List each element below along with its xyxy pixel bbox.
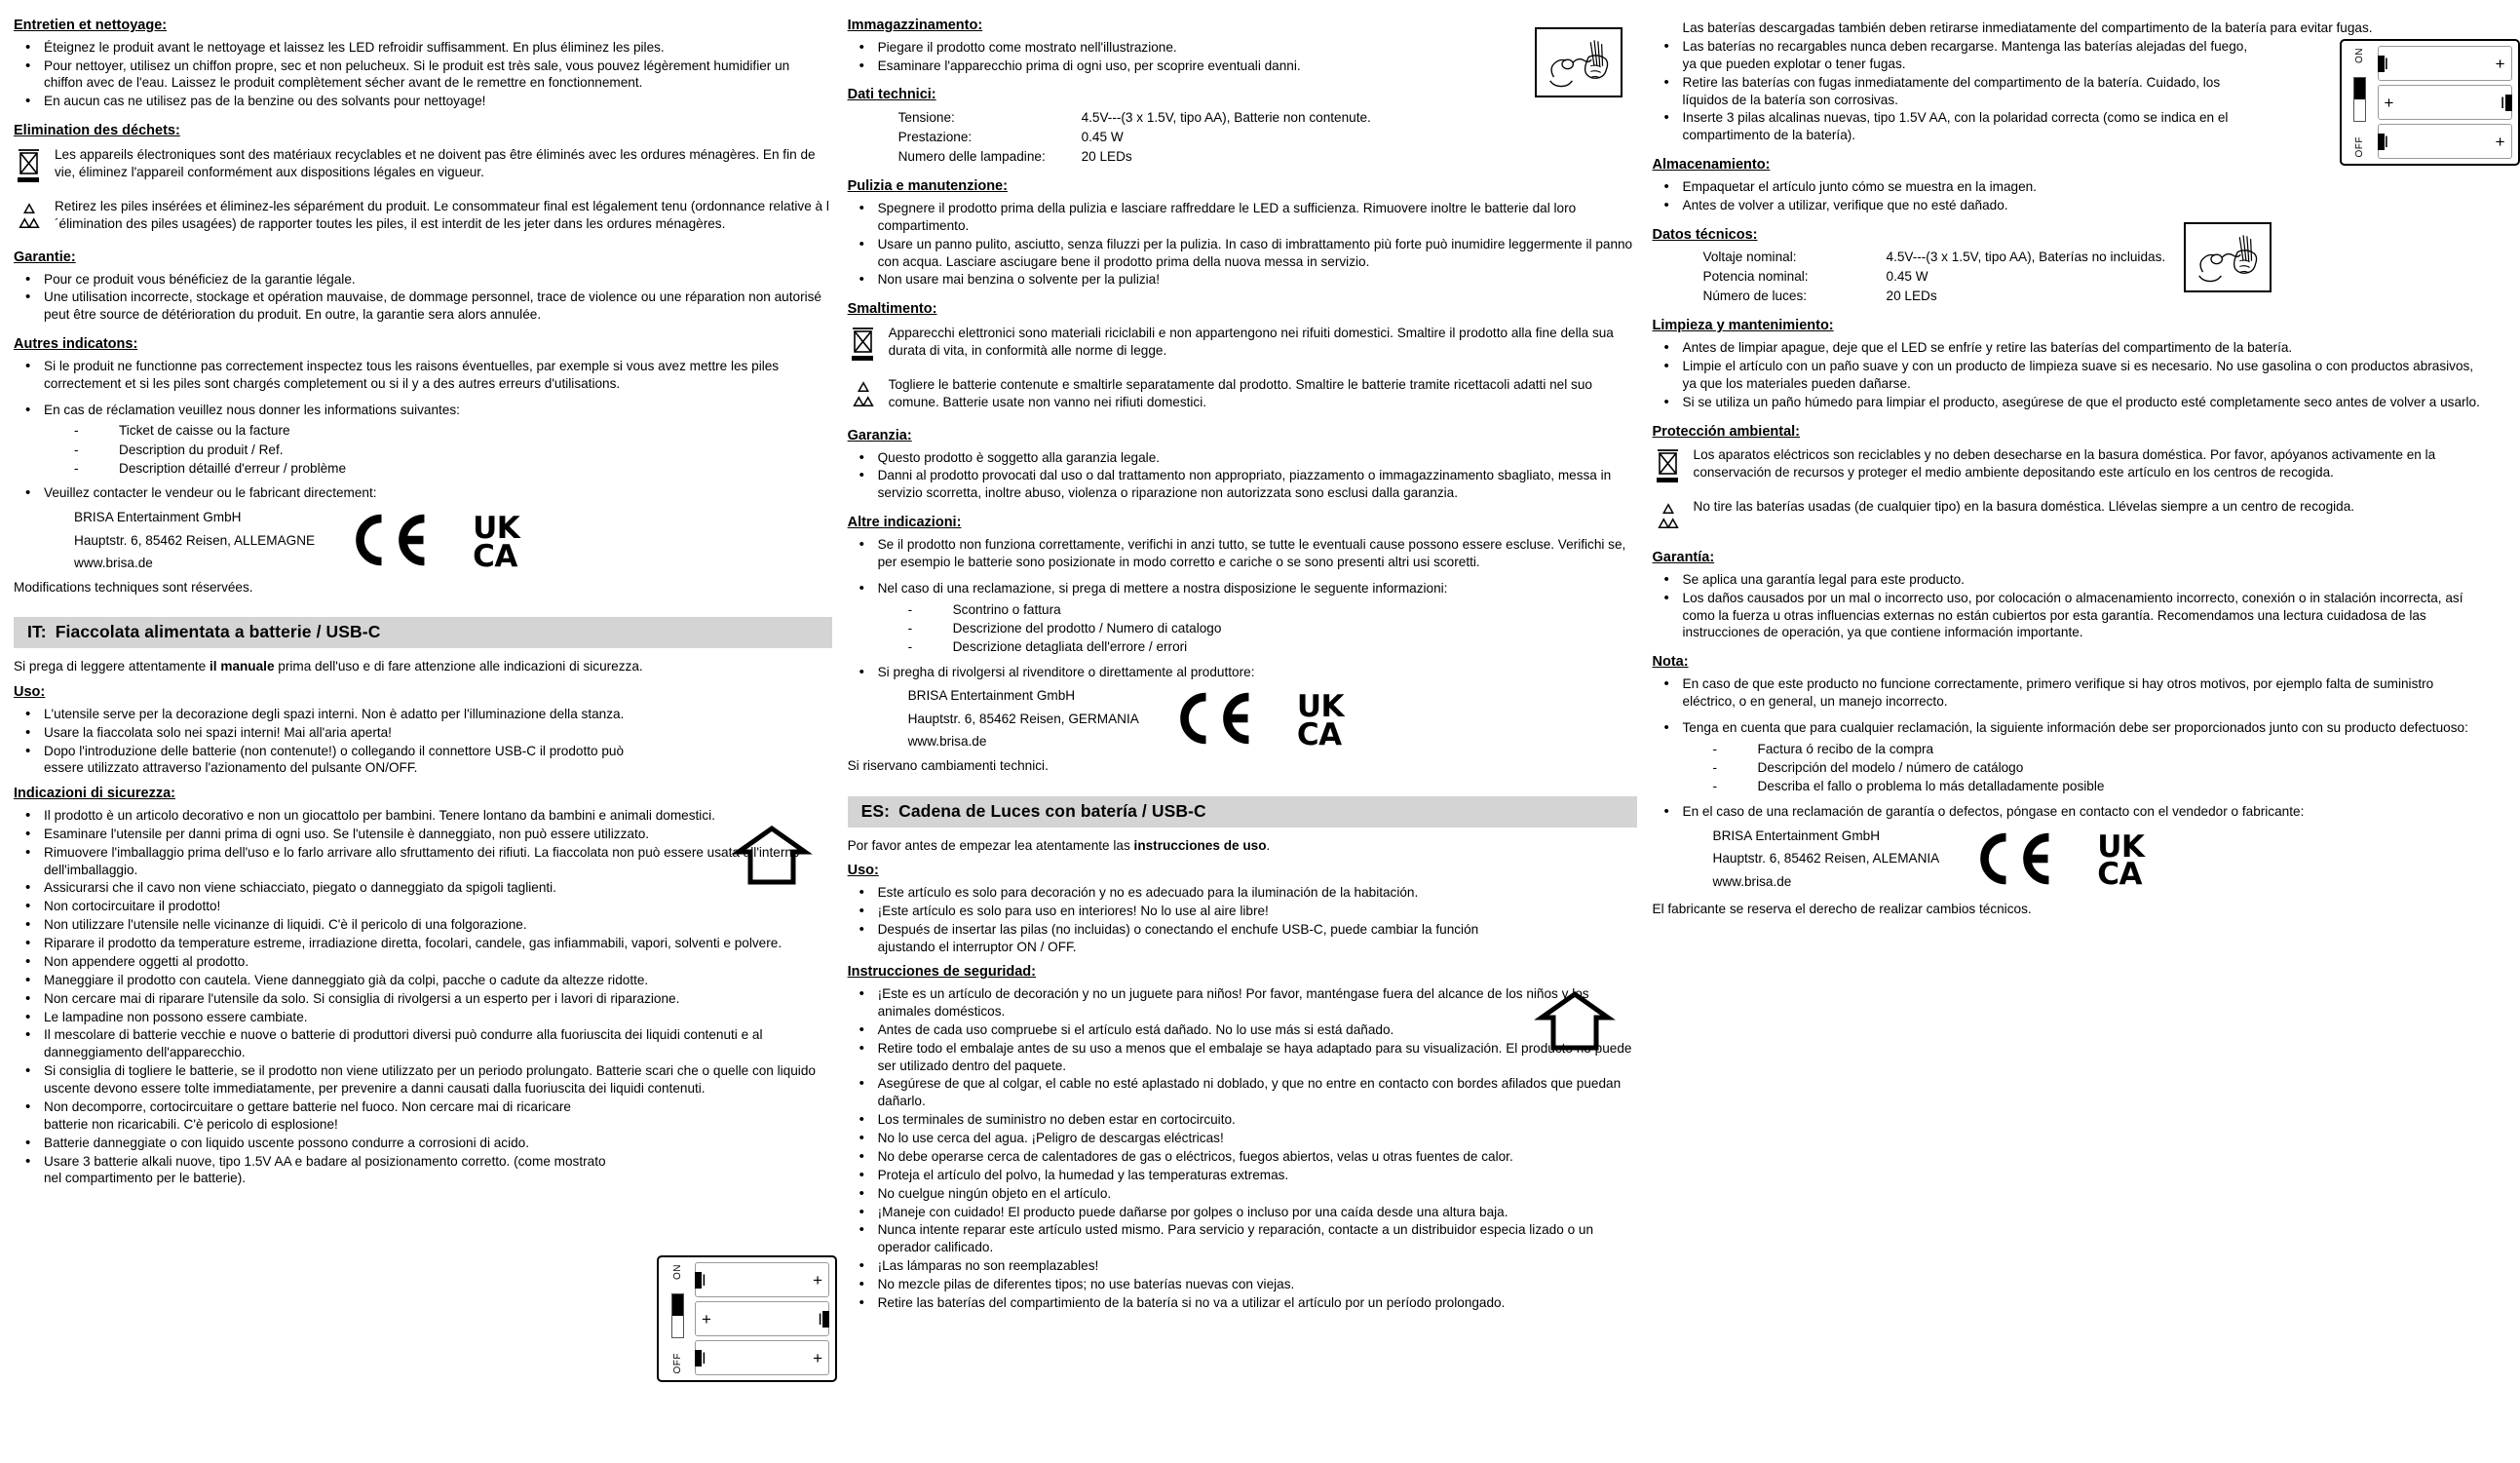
list-contact-it — [848, 664, 1637, 681]
list-item: • ¡Las lámparas no son reemplazables! — [848, 1257, 1637, 1275]
conformity-marks-it — [1174, 682, 1344, 753]
spec-value: 4.5V---(3 x 1.5V, tipo AA), Batterie non contenute. — [1081, 110, 1371, 126]
spec-value: 0.45 W — [1886, 268, 1928, 284]
spec-row — [898, 147, 1637, 167]
list-item: • Dopo l'introduzione delle batterie (non contenute!) o collegando il connettore USB-C il prodotto può essere utilizzato attraverso l'azionamento del pulsante ON/OFF. — [14, 743, 657, 778]
list-item: • No debe operarse cerca de calentadores de gas o eléctricos, fuegos abiertos, velas u otras fuentes de calor. — [848, 1148, 1637, 1166]
spec-label: Potencia nominal: — [1702, 268, 1809, 284]
list-item: • ¡Este artículo es solo para uso en interiores! No lo use al aire libre! — [848, 903, 1491, 920]
list-safety-it — [14, 807, 832, 1187]
address-street: Hauptstr. 6, 85462 Reisen, GERMANIA — [907, 711, 1139, 726]
intro-post-es: . — [1266, 837, 1271, 853]
list-item: • Spegnere il prodotto prima della pulizia e lasciare raffreddare le LED a sufficienza. Rimuovere inoltre le batterie dal loro compartimento. — [848, 200, 1637, 235]
list-item: • Non decomporre, cortocircuitare o gettare batterie nel fuoco. Non cercare mai di ricaricare batterie non ricaricabili. C'è pericolo di esplosione! — [14, 1098, 832, 1134]
heading-storage-it: Immagazzinamento: — [847, 18, 983, 33]
battery-terminal-nub — [695, 1350, 702, 1367]
list-item: • Esaminare l'apparecchio prima di ogni uso, per scoprire eventuali danni. — [848, 58, 1481, 75]
list-item: • Usare 3 batterie alkali nuove, tipo 1.5V AA e badare al posizionamento corretto. (come mostrato nel compartimento per le batterie). — [14, 1153, 832, 1188]
list-item: - Ticket de caisse ou la facture — [14, 422, 832, 440]
environment-battery-row-es — [1653, 497, 2481, 537]
list-use-es — [848, 884, 1637, 956]
intro-post-it: prima dell'uso e di fare attenzione alle indicazioni di sicurezza. — [274, 659, 643, 674]
intro-it — [14, 658, 832, 675]
list-item: - Scontrino o fattura — [848, 601, 1637, 619]
list-item: • Il mescolare di batterie vecchie e nuove o batterie di produttori diversi può condurre alla fuoriuscita dei liquidi contenuti e al danneggiamento dell'apparecchio. — [14, 1026, 832, 1061]
list-item: • Pour nettoyer, utilisez un chiffon propre, sec et non pelucheux. Si le produit est très sale, vous pouvez légèrement humidifier un chiffon avec de l'eau. Laissez le produit complètement sécher avant de le remettre en fonctionnement. — [14, 58, 832, 93]
list-item: • Usare la fiaccolata solo nei spazi interni! Mai all'aria aperta! — [14, 724, 657, 742]
list-item: • En cas de réclamation veuillez nous donner les informations suivantes: — [14, 402, 832, 419]
list-clean-it — [848, 200, 1637, 289]
list-other2-fr — [14, 402, 832, 419]
switch-off-label: OFF — [2354, 135, 2366, 157]
list-other-it — [848, 536, 1637, 571]
heading-clean-es: Limpieza y mantenimiento: — [1652, 318, 1834, 334]
intro-pre-es: Por favor antes de empezar lea atentamente las — [847, 837, 1134, 853]
spec-label: Voltaje nominal: — [1702, 250, 1797, 265]
disposal-battery-row-it — [848, 375, 1637, 415]
list-item: • No lo use cerca del agua. ¡Peligro de descargas eléctricas! — [848, 1130, 1637, 1147]
spec-value: 0.45 W — [1081, 129, 1124, 144]
recycling-triangle-icon — [1653, 497, 1686, 537]
battery-box — [657, 1255, 837, 1382]
crossed-out-wheelie-bin-icon — [848, 324, 881, 369]
address-block-es — [1653, 823, 1940, 891]
battery-terminal-nub — [822, 1311, 829, 1328]
recycling-triangle-icon — [14, 197, 47, 237]
battery-terminal-nub — [695, 1272, 702, 1289]
spec-row — [1703, 267, 2481, 287]
battery-polarity-right: + — [813, 1348, 822, 1367]
spec-label: Numero delle lampadine: — [897, 148, 1046, 164]
list-item: • Antes de limpiar apague, deje que el LED se enfríe y retire las baterías del compartimento de la batería. — [1653, 339, 2481, 357]
heading-tech-es: Datos técnicos: — [1652, 226, 1758, 243]
claim-list-fr — [14, 422, 832, 478]
battery-cell — [2378, 85, 2512, 120]
list-item: • Retire las baterías con fugas inmediatamente del compartimento de la batería. Cuidado, los líquidos de la batería son corrosivas. — [1653, 74, 2481, 109]
list-warranty-it — [848, 449, 1637, 503]
list-item: • Si pregha di rivolgersi al rivenditore o direttamente al produttore: — [848, 664, 1637, 681]
battery-cells — [695, 1262, 829, 1375]
list-warranty-es — [1653, 571, 2481, 642]
disposal-wee-text-it: Apparecchi elettronici sono materiali riciclabili e non appartengono nei rifuiti domestici. Smaltire il prodotto alla fine della sua durata di vita, in conformità alle norme di legge. — [888, 325, 1614, 358]
list-storage-it — [848, 39, 1637, 75]
switch-off-segment — [672, 1316, 683, 1337]
list-item: - Factura ó recibo de la compra — [1653, 741, 2481, 758]
list-item: • No cuelgue ningún objeto en el artículo. — [848, 1185, 1637, 1203]
list-item: • Il prodotto è un articolo decorativo e non un giocattolo per bambini. Tenere lontano da bambini e animali domestici. — [14, 807, 832, 825]
heading-tech-it: Dati technici: — [847, 87, 936, 103]
address-and-marks-es — [1653, 823, 2481, 894]
ukca-line-1: UK — [1296, 689, 1345, 725]
battery-compartment-illustration-it — [657, 1255, 837, 1382]
battery-polarity-left: I — [2384, 132, 2389, 151]
list-item: • Rimuovere l'imballaggio prima dell'uso e lo farlo arrivare allo sfruttamento dei rifiuti. La fiaccolata non può essere usata all'interno dell'imballaggio. — [14, 844, 832, 879]
list-item: • Piegare il prodotto come mostrato nell'illustrazione. — [848, 39, 1481, 57]
switch-track — [671, 1293, 684, 1338]
disposal-battery-text-fr: Retirez les piles insérées et éliminez-les séparément du produit. Le consommateur final est légalement tenu (ordonnance relative à l´élimination des piles usagées) de rapporter toutes les piles, il est interdit de les jeter dans les ordures ménagères. — [55, 198, 829, 231]
environment-battery-text-es: No tire las baterías usadas (de cualquier tipo) en la basura doméstica. Llévelas siempre a un centro de recogida. — [1693, 499, 2355, 515]
list-item: • Veuillez contacter le vendeur ou le fabricant directement: — [14, 484, 832, 502]
battery-polarity-left: + — [2384, 93, 2394, 112]
heading-warranty-es: Garantía: — [1652, 550, 1715, 566]
recycling-triangle-icon — [848, 375, 881, 415]
column-french — [14, 18, 848, 1460]
ukca-mark-icon — [1296, 689, 1345, 752]
list-care-fr — [14, 39, 832, 111]
list-item: • Usare un panno pulito, asciutto, senza filuzzi per la pulizia. In caso di imbrattamento più forte può inumidire leggermente il panno con acqua. Lasciare asciugare bene il prodotto prima della nuova messa in servizio. — [848, 236, 1637, 271]
disposal-wee-row-fr — [14, 145, 832, 191]
language-title-es: Cadena de Luces con batería / USB-C — [898, 800, 1206, 821]
spec-row — [898, 128, 1637, 147]
battery-terminal-nub — [2378, 134, 2385, 150]
list-item: • Después de insertar las pilas (no incluidas) o conectando el enchufe USB-C, puede cambiar la función ajustando el interruptor ON / OFF. — [848, 921, 1491, 956]
list-item: • Non appendere oggetti al prodotto. — [14, 953, 832, 971]
address-block-it — [848, 682, 1139, 780]
list-item: - Descrizione del prodotto / Numero di catalogo — [848, 620, 1637, 637]
ukca-mark-icon — [2097, 828, 2145, 893]
battery-polarity-right: + — [2495, 54, 2505, 73]
list-other-fr — [14, 358, 832, 393]
list-item: - Description détaillé d'erreur / problème — [14, 460, 832, 478]
list-item: - Description du produit / Ref. — [14, 442, 832, 459]
spec-row — [898, 108, 1637, 128]
heading-other-fr: Autres indicatons: — [14, 336, 138, 353]
list-item: • Los daños causados por un mal o incorrecto uso, por colocación o almacenamiento incorrecto, conexión o in stalación incorrecta, así como la fuerza u otras influencias externas no están cubiertos por esta garantía. Recomendamos una lectura cuidadosa de las instrucciones de operación, ya que contiene información importante. — [1653, 590, 2481, 642]
list-item: • Antes de cada uso compruebe si el artículo está dañado. No lo use más si está dañado. — [848, 1021, 1637, 1039]
crossed-out-wheelie-bin-icon — [1653, 445, 1686, 491]
list-item: • Las baterías no recargables nunca deben recargarse. Mantenga las baterías alejadas del fuego, ya que pueden explotar o tener fugas. — [1653, 38, 2481, 73]
list-item: • Questo prodotto è soggetto alla garanzia legale. — [848, 449, 1637, 467]
conformity-marks-es — [1974, 823, 2144, 894]
list-item: • Inserte 3 pilas alcalinas nuevas, tipo 1.5V AA, con la polaridad correcta (como se indica en el compartimento de la batería). — [1653, 109, 2481, 144]
list-item: • Tenga en cuenta que para cualquier reclamación, la siguiente información debe ser proporcionados junto con su producto defectuoso: — [1653, 719, 2481, 737]
list-item: • Éteignez le produit avant le nettoyage et laissez les LED refroidir suffisamment. En plus éliminez les piles. — [14, 39, 832, 57]
heading-disposal-fr: Elimination des déchets: — [14, 123, 180, 139]
heading-use-es: Uso: — [847, 863, 879, 879]
list-item: - Describa el fallo o problema lo más detalladamente posible — [1653, 778, 2481, 795]
indoor-use-house-icon-it — [737, 827, 807, 890]
switch-off-segment — [2354, 99, 2365, 121]
list-item: • Se aplica una garantía legal para este producto. — [1653, 571, 2481, 589]
list-item: - Descripción del modelo / número de catálogo — [1653, 759, 2481, 777]
spec-value: 20 LEDs — [1081, 148, 1132, 164]
disposal-wee-row-it — [848, 324, 1637, 369]
heading-storage-es: Almacenamiento: — [1652, 157, 1771, 173]
ce-mark-icon — [350, 510, 434, 575]
disposal-wee-text-fr: Les appareils électroniques sont des matériaux recyclables et ne doivent pas être éliminés avec les ordures ménagères. En fin de vie, éliminez l'appareil conformément aux dispositions légales en vigueur. — [55, 146, 816, 179]
battery-cell — [2378, 124, 2512, 159]
spec-table-es — [1653, 248, 2481, 305]
environment-wee-row-es — [1653, 445, 2481, 491]
ukca-line-1: UK — [473, 511, 520, 547]
spec-value: 20 LEDs — [1886, 288, 1937, 303]
battery-terminal-nub — [2378, 56, 2385, 72]
battery-cells — [2378, 46, 2512, 159]
list-item: • Si consiglia di togliere le batterie, se il prodotto non viene utilizzato per un periodo prolungato. Batterie scari che o quelle con liquido uscente devono essere tolte immediatamente, per prevenire a danni causati dalla fuoriuscita dei liquidi contenuti. — [14, 1062, 832, 1097]
heading-warranty-it: Garanzia: — [847, 427, 912, 443]
spec-label: Número de luces: — [1702, 288, 1808, 303]
ukca-line-2: CA — [473, 538, 517, 574]
heading-warranty-fr: Garantie: — [14, 249, 76, 265]
list-item: • Riparare il prodotto da temperature estreme, irradiazione diretta, focolari, candele, gas infiammabili, vapori, solventi e polvere. — [14, 935, 832, 952]
switch-on-label: ON — [671, 1264, 683, 1280]
list-contact-fr — [14, 484, 832, 502]
list-note2-es — [1653, 719, 2481, 737]
list-item: • Este artículo es solo para decoración y no es adecuado para la iluminación de la habitación. — [848, 884, 1491, 902]
crossed-out-wheelie-bin-icon — [14, 145, 47, 191]
battery-polarity-left: I — [2384, 54, 2389, 73]
intro-es — [848, 837, 1637, 855]
address-street: Hauptstr. 6, 85462 Reisen, ALEMANIA — [1712, 851, 1940, 866]
list-item: • Assicurarsi che il cavo non viene schiacciato, piegato o danneggiato da spigoli taglienti. — [14, 879, 832, 897]
environment-wee-text-es: Los aparatos eléctricos son reciclables y no deben desecharse en la basura doméstica. Por favor, apóyanos activamente en la conservación de recursos y proteger el medio ambiente depositando este artículo en los centros de recogida. — [1693, 447, 2436, 481]
folding-hands-illustration-it — [1535, 27, 1623, 97]
list-item: • Retire todo el embalaje antes de su uso a menos que el embalaje se haya adaptado para su visualización. El producto no puede ser utilizado dentro del paquete. — [848, 1040, 1637, 1075]
spec-value: 4.5V---(3 x 1.5V, tipo AA), Baterías no incluidas. — [1886, 250, 2166, 265]
list-item: • Si le produit ne functionne pas correctement inspectez tous les raisons éventuelles, par exemple si vous avez mettre les piles correctement et si les piles sont chargés completement ou si il y a des autres erreurs d'utilisations. — [14, 358, 832, 393]
intro-bold-it: il manuale — [210, 659, 275, 674]
spec-label: Prestazione: — [897, 129, 973, 144]
language-bar-es — [848, 796, 1637, 828]
list-item: • Maneggiare il prodotto con cautela. Viene danneggiato già da colpi, pacche o cadute da altezze ridotte. — [14, 972, 832, 989]
list-clean-es — [1653, 339, 2481, 411]
address-block-fr — [14, 504, 315, 601]
list-contact-es — [1653, 803, 2481, 821]
address-and-marks-it — [848, 682, 1637, 780]
list-item: • No mezcle pilas de diferentes tipos; no use baterías nuevas con viejas. — [848, 1276, 1637, 1293]
list-item: • Batterie danneggiate o con liquido uscente possono condurre a corrosioni di acido. — [14, 1135, 832, 1152]
address-and-marks-fr — [14, 504, 832, 601]
list-item: • Los terminales de suministro no deben estar en cortocircuito. — [848, 1111, 1637, 1129]
list-item: • Non cortocircuitare il prodotto! — [14, 898, 832, 915]
list-item: • ¡Maneje con cuidado! El producto puede dañarse por golpes o incluso por una caída desde una altura baja. — [848, 1204, 1637, 1221]
battery-polarity-right: + — [813, 1270, 822, 1290]
language-bar-it — [14, 617, 832, 648]
spec-row — [1703, 287, 2481, 306]
list-item: • ¡Este es un artículo de decoración y no un juguete para niños! Por favor, manténgase fuera del alcance de los niños y los animales domésticos. — [848, 985, 1637, 1020]
address-web: www.brisa.de — [74, 556, 153, 571]
battery-polarity-left: + — [702, 1309, 711, 1328]
illustration-frame — [1535, 27, 1623, 97]
heading-safety-it: Indicazioni di sicurezza: — [14, 786, 175, 802]
address-company: BRISA Entertainment GmbH — [74, 510, 242, 525]
heading-disposal-it: Smaltimento: — [847, 301, 937, 318]
heading-other-it: Altre indicazioni: — [847, 515, 962, 531]
switch-off-label: OFF — [671, 1352, 683, 1373]
list-item: • Asegúrese de que al colgar, el cable no esté aplastado ni doblado, y que no entre en contacto con bordes afilados que puedan dañarlo. — [848, 1075, 1637, 1110]
switch-on-label: ON — [2354, 48, 2366, 63]
list-item: Las baterías descargadas también deben retirarse inmediatamente del compartimento de la batería para evitar fugas. — [1682, 20, 2373, 35]
list-item: • Antes de volver a utilizar, verifique que no esté dañado. — [1653, 197, 2223, 214]
list-item: • Pour ce produit vous bénéficiez de la garantie légale. — [14, 271, 832, 289]
battery-cell — [695, 1262, 829, 1297]
disposal-battery-text-it: Togliere le batterie contenute e smaltirle separatamente dal prodotto. Smaltire le batterie tramite ricettacoli adatti nel suo comune. Batterie usate non vanno nei rifiuti domestici. — [888, 376, 1592, 409]
language-code-es: ES: — [860, 800, 891, 821]
list-item: • Le lampadine non possono essere cambiate. — [14, 1009, 832, 1026]
ukca-line-2: CA — [1296, 716, 1342, 752]
column-italian — [848, 18, 1653, 1460]
battery-compartment-illustration-es — [2340, 39, 2520, 166]
column-spanish — [1652, 18, 2505, 1460]
list-item: • L'utensile serve per la decorazione degli spazi interni. Non è adatto per l'illuminazione della stanza. — [14, 706, 657, 723]
technical-changes-note-it: Si riservano cambiamenti technici. — [847, 757, 1049, 773]
on-off-switch — [665, 1262, 690, 1375]
list-item: • Esaminare l'utensile per danni prima di ogni uso. Se l'utensile è danneggiato, non può essere utilizzato. — [14, 826, 832, 843]
battery-cell — [2378, 46, 2512, 81]
ce-mark-icon — [1174, 688, 1258, 753]
hands-bundling-cable-icon — [1537, 29, 1621, 96]
switch-on-segment — [2354, 78, 2365, 99]
claim-list-it — [848, 601, 1637, 657]
folding-hands-illustration-es — [2184, 222, 2272, 292]
list-item: • Non cercare mai di riparare l'utensile da solo. Si consiglia di rivolgersi a un esperto per i lavori di riparazione. — [14, 990, 832, 1008]
address-web: www.brisa.de — [1712, 873, 1792, 889]
list-item: • Limpie el artículo con un paño suave y con un producto de limpieza suave si es necesario. No use gasolina o con productos abrasivos, ya que los materiales pueden dañarse. — [1653, 358, 2481, 393]
list-use-it — [14, 706, 832, 778]
switch-on-segment — [672, 1294, 683, 1316]
heading-clean-it: Pulizia e manutenzione: — [847, 178, 1008, 195]
list-item: • Empaquetar el artículo junto cómo se muestra en la imagen. — [1653, 178, 2223, 196]
heading-safety-es: Instrucciones de seguridad: — [847, 964, 1036, 981]
battery-polarity-right: + — [2495, 132, 2505, 151]
technical-changes-note-fr: Modifications techniques sont réservées. — [14, 579, 253, 595]
list-item: • Une utilisation incorrecte, stockage et opération mauvaise, de dommage personnel, trace de violence ou une réparation non autorisé peut être source de détérioration du produit. En outre, la garantie sera alors annulée. — [14, 289, 832, 324]
list-safety-es — [848, 985, 1637, 1312]
address-street: Hauptstr. 6, 85462 Reisen, ALLEMAGNE — [74, 532, 316, 548]
battery-polarity-right: I — [2500, 93, 2505, 112]
conformity-marks-fr — [350, 504, 519, 575]
heading-environment-es: Protección ambiental: — [1652, 423, 1800, 440]
list-item: • Non utilizzare l'utensile nelle vicinanze di liquidi. C'è il pericolo di una folgorazione. — [14, 916, 832, 934]
list-item: • Nunca intente reparar este artículo usted mismo. Para servicio y reparación, contacte a un distribuidor especia lizado o un operador calificado. — [848, 1221, 1637, 1256]
ukca-line-2: CA — [2097, 857, 2142, 893]
address-web: www.brisa.de — [907, 734, 987, 750]
list-storage-es — [1653, 178, 2481, 214]
address-company: BRISA Entertainment GmbH — [1712, 828, 1881, 843]
on-off-switch — [2348, 46, 2373, 159]
claim-list-es — [1653, 741, 2481, 796]
illustration-frame — [2184, 222, 2272, 292]
list-item: - Descrizione detagliata dell'errore / errori — [848, 638, 1637, 656]
heading-care-fr: Entretien et nettoyage: — [14, 18, 168, 33]
battery-polarity-left: I — [702, 1348, 706, 1367]
battery-box — [2340, 39, 2520, 166]
ukca-line-1: UK — [2097, 828, 2145, 865]
list-item: • En aucun cas ne utilisez pas de la benzine ou des solvants pour nettoyage! — [14, 93, 832, 110]
list-item: • Nel caso di una reclamazione, si prega di mettere a nostra disposizione le seguente informazioni: — [848, 580, 1637, 597]
list-item: • Danni al prodotto provocati dal uso o dal trattamento non appropriato, piazzamento o immagazzinamento sbagliato, messa in servizio scorretta, inoltre abuso, violenza o riparazione non autorizzata sono esclusi dalla garanzia. — [848, 467, 1637, 502]
list-warranty-fr — [14, 271, 832, 325]
switch-track — [2353, 77, 2366, 122]
spec-row — [1703, 248, 2481, 267]
list-item: • Se il prodotto non funziona correttamente, verifichi in anzi tutto, se tutte le eventuali cause possono essere escluse. Verifichi se, per esempio le batterie sono posizionate in modo corretto e cariche o se sono presenti altri usi scoretti. — [848, 536, 1637, 571]
hands-bundling-cable-icon — [2186, 224, 2270, 290]
battery-polarity-left: I — [702, 1270, 706, 1290]
list-note-es — [1653, 675, 2481, 711]
language-title-it: Fiaccolata alimentata a batterie / USB-C — [55, 622, 381, 642]
spec-label: Tensione: — [897, 110, 955, 126]
language-code-it: IT: — [27, 622, 47, 642]
list-item: • En caso de que este producto no funcione correctamente, primero verifique si hay otros motivos, por ejemplo falta de suministro eléctrico, o en general, un manejo incorrecto. — [1653, 675, 2481, 711]
list-item: • En el caso de una reclamación de garantía o defectos, póngase en contacto con el vendedor o fabricante: — [1653, 803, 2481, 821]
list-item: • Non usare mai benzina o solvente per la pulizia! — [848, 271, 1637, 289]
ukca-mark-icon — [473, 511, 520, 574]
technical-changes-note-es: El fabricante se reserva el derecho de realizar cambios técnicos. — [1652, 901, 2032, 916]
list-item: • Retire las baterías del compartimiento de la batería si no va a utilizar el artículo por un período prolongado. — [848, 1294, 1637, 1312]
battery-polarity-right: I — [818, 1309, 822, 1328]
intro-pre-it: Si prega di leggere attentamente — [14, 659, 210, 674]
battery-cell — [695, 1301, 829, 1336]
ce-mark-icon — [1974, 828, 2058, 894]
address-company: BRISA Entertainment GmbH — [907, 688, 1076, 704]
heading-note-es: Nota: — [1652, 654, 1689, 671]
spec-table-it — [848, 108, 1637, 166]
list-item: • Si se utiliza un paño húmedo para limpiar el producto, asegúrese de que el producto esté completamente seco antes de volver a usarlo. — [1653, 394, 2481, 411]
list-other2-it — [848, 580, 1637, 597]
indoor-use-house-icon-es — [1540, 992, 1610, 1056]
disposal-battery-row-fr — [14, 197, 832, 237]
battery-cell — [695, 1340, 829, 1375]
battery-terminal-nub — [2505, 95, 2512, 111]
intro-bold-es: instrucciones de uso — [1133, 837, 1267, 853]
list-item: • Proteja el artículo del polvo, la humedad y las temperaturas extremas. — [848, 1167, 1637, 1184]
heading-use-it: Uso: — [14, 684, 46, 701]
